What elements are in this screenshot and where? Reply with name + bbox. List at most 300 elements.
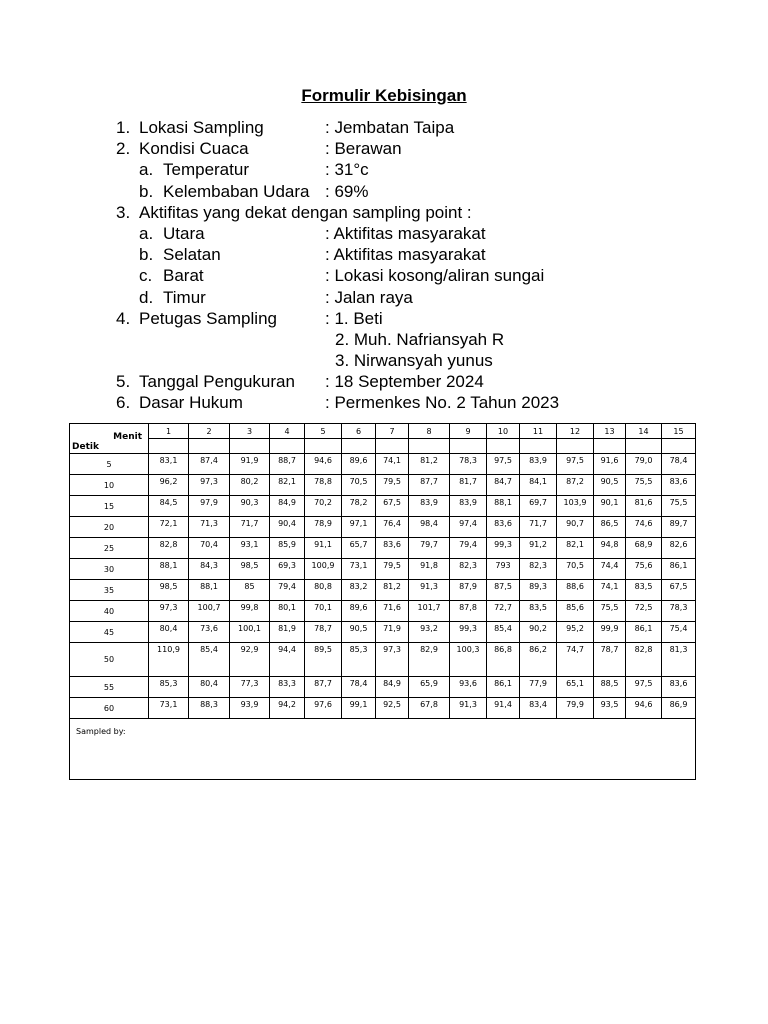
measurement-value: 82,8 xyxy=(159,540,178,549)
measurement-cell xyxy=(149,601,189,622)
measurement-cell xyxy=(342,622,376,643)
blank-header-cell xyxy=(189,439,230,454)
measurement-cell xyxy=(270,677,305,698)
blank-header-cell xyxy=(662,439,696,454)
measurement-value: 91,8 xyxy=(420,561,438,570)
info-item xyxy=(116,371,676,392)
table-row xyxy=(70,622,696,643)
measurement-cell xyxy=(409,517,450,538)
minute-header-cell: 10 xyxy=(487,424,520,439)
measurement-value: 89,7 xyxy=(669,519,688,528)
info-item-number: a. xyxy=(139,160,154,180)
measurement-cell xyxy=(149,475,189,496)
measurement-value: 92,5 xyxy=(383,700,401,709)
measurement-cell xyxy=(594,559,626,580)
measurement-value: 80,8 xyxy=(314,582,332,591)
measurement-value: 79,7 xyxy=(420,540,438,549)
measurement-value: 91,9 xyxy=(240,456,259,465)
measurement-value: 72,1 xyxy=(159,519,178,528)
info-item-number: c. xyxy=(139,266,153,286)
measurement-cell xyxy=(189,698,230,719)
measurement-cell xyxy=(376,538,409,559)
measurement-cell xyxy=(305,454,342,475)
measurement-value: 88,5 xyxy=(600,679,619,688)
measurement-cell xyxy=(270,559,305,580)
measurement-value: 89,3 xyxy=(529,582,547,591)
measurement-value: 80,4 xyxy=(200,679,218,688)
measurement-cell xyxy=(230,454,270,475)
measurement-value: 79,4 xyxy=(459,540,477,549)
measurement-value: 84,9 xyxy=(383,679,401,688)
measurement-value: 83,6 xyxy=(669,679,688,688)
measurement-cell xyxy=(487,601,520,622)
measurement-value: 86,5 xyxy=(600,519,619,528)
measurement-cell xyxy=(189,580,230,601)
measurement-cell xyxy=(594,698,626,719)
measurement-cell xyxy=(557,517,594,538)
measurement-cell xyxy=(520,538,557,559)
measurement-value: 83,9 xyxy=(529,456,547,465)
measurement-cell xyxy=(270,496,305,517)
measurement-value: 85,3 xyxy=(159,679,178,688)
measurement-value: 70,2 xyxy=(314,498,332,507)
measurement-value: 97,3 xyxy=(159,603,178,612)
measurement-value: 69,3 xyxy=(278,561,296,570)
measurement-cell xyxy=(230,677,270,698)
measurement-cell xyxy=(557,698,594,719)
measurement-value: 70,5 xyxy=(566,561,584,570)
measurement-cell xyxy=(487,454,520,475)
measurement-cell xyxy=(626,622,662,643)
measurement-cell xyxy=(342,559,376,580)
measurement-cell xyxy=(342,538,376,559)
info-item-value: : Jalan raya xyxy=(325,287,413,307)
measurement-cell xyxy=(662,454,696,475)
measurement-value: 79,5 xyxy=(383,561,401,570)
measurement-value: 83,5 xyxy=(529,603,547,612)
info-item-number: d. xyxy=(139,287,154,307)
detik-cell: 30 xyxy=(70,559,149,580)
measurement-cell xyxy=(626,559,662,580)
measurement-cell xyxy=(409,643,450,677)
info-item-value: : Berawan xyxy=(325,139,402,159)
info-item-value: 2. Muh. Nafriansyah R xyxy=(335,329,505,349)
measurement-value: 83,1 xyxy=(159,456,178,465)
measurement-cell xyxy=(520,580,557,601)
measurement-cell xyxy=(626,698,662,719)
measurement-value: 83,9 xyxy=(420,498,438,507)
blank-header-cell xyxy=(409,439,450,454)
measurement-cell xyxy=(342,677,376,698)
measurement-cell xyxy=(376,580,409,601)
blank-header-cell xyxy=(626,439,662,454)
measurement-value: 71,6 xyxy=(383,603,401,612)
measurement-value: 98,5 xyxy=(240,561,259,570)
measurement-cell xyxy=(305,496,342,517)
measurement-cell xyxy=(230,622,270,643)
measurement-value: 793 xyxy=(495,561,511,570)
measurement-cell xyxy=(487,698,520,719)
measurement-value: 88,1 xyxy=(494,498,512,507)
measurement-value: 87,8 xyxy=(459,603,477,612)
measurement-value: 84,1 xyxy=(529,477,547,486)
info-item xyxy=(116,308,676,329)
detik-cell: 45 xyxy=(70,622,149,643)
measurement-cell xyxy=(520,496,557,517)
minute-header-cell: 14 xyxy=(626,424,662,439)
measurement-cell xyxy=(662,643,696,677)
table-row xyxy=(70,677,696,698)
measurement-cell xyxy=(409,496,450,517)
measurement-cell xyxy=(189,475,230,496)
measurement-value: 85,6 xyxy=(566,603,584,612)
measurement-cell xyxy=(230,580,270,601)
measurement-value: 85,4 xyxy=(494,624,512,633)
measurement-value: 70,5 xyxy=(349,477,368,486)
measurement-cell xyxy=(270,517,305,538)
blank-header-cell xyxy=(376,439,409,454)
measurement-cell xyxy=(376,698,409,719)
measurement-value: 87,7 xyxy=(420,477,438,486)
measurement-value: 98,4 xyxy=(420,519,438,528)
measurement-cell xyxy=(189,622,230,643)
measurement-value: 86,1 xyxy=(494,679,512,688)
minute-header-cell: 5 xyxy=(305,424,342,439)
measurement-cell xyxy=(520,517,557,538)
measurement-value: 83,6 xyxy=(383,540,401,549)
measurement-cell xyxy=(149,580,189,601)
measurement-cell xyxy=(305,643,342,677)
table-row xyxy=(70,580,696,601)
measurement-value: 88,7 xyxy=(278,456,296,465)
measurement-cell xyxy=(376,643,409,677)
measurement-value: 98,5 xyxy=(159,582,178,591)
form-title: Formulir Kebisingan xyxy=(301,86,467,105)
measurement-value: 84,5 xyxy=(159,498,178,507)
info-item-label: Kelembaban Udara xyxy=(163,181,310,201)
measurement-cell xyxy=(450,454,487,475)
minute-header-cell: 8 xyxy=(409,424,450,439)
measurement-value: 83,2 xyxy=(349,582,368,591)
blank-header-cell xyxy=(450,439,487,454)
info-item xyxy=(116,392,676,413)
measurement-cell xyxy=(450,496,487,517)
measurement-cell xyxy=(662,677,696,698)
measurement-cell xyxy=(626,538,662,559)
measurement-cell xyxy=(594,496,626,517)
minute-header-cell: 4 xyxy=(270,424,305,439)
measurement-cell xyxy=(626,601,662,622)
measurement-cell xyxy=(626,677,662,698)
blank-header-cell xyxy=(594,439,626,454)
measurement-cell xyxy=(342,454,376,475)
measurement-value: 94,6 xyxy=(634,700,653,709)
info-item-label: Temperatur xyxy=(163,160,249,180)
measurement-value: 82,3 xyxy=(459,561,477,570)
measurement-value: 88,3 xyxy=(200,700,218,709)
table-row xyxy=(70,517,696,538)
measurement-cell xyxy=(450,622,487,643)
measurement-value: 83,9 xyxy=(459,498,477,507)
measurement-cell xyxy=(305,559,342,580)
measurement-cell xyxy=(305,538,342,559)
detik-cell: 35 xyxy=(70,580,149,601)
measurement-value: 86,8 xyxy=(494,645,512,654)
measurement-cell xyxy=(626,580,662,601)
info-item-value: : 18 September 2024 xyxy=(325,372,484,392)
detik-label: Detik xyxy=(72,442,99,452)
header-corner-cell xyxy=(70,424,149,454)
info-item xyxy=(116,117,676,138)
measurement-cell xyxy=(149,517,189,538)
measurement-value: 71,7 xyxy=(529,519,547,528)
measurement-value: 90,5 xyxy=(600,477,619,486)
measurement-value: 82,1 xyxy=(566,540,584,549)
measurement-value: 99,1 xyxy=(349,700,368,709)
measurement-cell xyxy=(557,454,594,475)
blank-header-cell xyxy=(149,439,189,454)
measurement-value: 89,6 xyxy=(349,456,368,465)
measurement-value: 97,6 xyxy=(314,700,332,709)
measurement-cell xyxy=(409,622,450,643)
measurement-value: 82,8 xyxy=(634,645,653,654)
minute-header-cell: 9 xyxy=(450,424,487,439)
measurement-cell xyxy=(230,698,270,719)
info-item-label: Kondisi Cuaca xyxy=(139,139,249,159)
measurement-cell xyxy=(594,601,626,622)
measurement-cell xyxy=(270,538,305,559)
detik-cell: 40 xyxy=(70,601,149,622)
measurement-value: 94,4 xyxy=(278,645,296,654)
measurement-value: 91,2 xyxy=(529,540,547,549)
detik-cell: 50 xyxy=(70,643,149,677)
info-item-label: Barat xyxy=(163,266,204,286)
measurement-value: 85,3 xyxy=(349,645,368,654)
measurement-cell xyxy=(520,677,557,698)
measurement-value: 93,6 xyxy=(459,679,477,688)
measurement-cell xyxy=(270,698,305,719)
measurement-cell xyxy=(409,538,450,559)
info-item-number: 1. xyxy=(116,118,131,137)
measurement-value: 99,3 xyxy=(459,624,477,633)
measurement-cell xyxy=(487,643,520,677)
measurement-value: 79,9 xyxy=(566,700,584,709)
measurement-value: 74,6 xyxy=(634,519,653,528)
table-row xyxy=(70,496,696,517)
measurement-cell xyxy=(230,475,270,496)
measurement-cell xyxy=(450,559,487,580)
measurement-value: 73,6 xyxy=(200,624,218,633)
measurement-value: 65,1 xyxy=(566,679,584,688)
measurement-value: 83,3 xyxy=(278,679,296,688)
info-item-label: Tanggal Pengukuran xyxy=(139,372,295,392)
measurement-cell xyxy=(487,517,520,538)
measurement-cell xyxy=(342,580,376,601)
measurement-cell xyxy=(149,496,189,517)
info-item-number: 5. xyxy=(116,372,131,392)
measurement-cell xyxy=(487,496,520,517)
blank-header-cell xyxy=(230,439,270,454)
measurement-cell xyxy=(189,643,230,677)
measurement-value: 80,2 xyxy=(240,477,259,486)
blank-header-cell xyxy=(487,439,520,454)
measurement-value: 78,3 xyxy=(669,603,688,612)
measurement-cell xyxy=(409,677,450,698)
measurement-value: 67,5 xyxy=(669,582,688,591)
measurement-value: 74,1 xyxy=(383,456,401,465)
measurement-cell xyxy=(557,496,594,517)
measurement-value: 89,6 xyxy=(349,603,368,612)
info-item-value: : Permenkes No. 2 Tahun 2023 xyxy=(325,393,560,413)
measurement-value: 97,9 xyxy=(200,498,218,507)
measurement-value: 91,1 xyxy=(314,540,332,549)
measurement-value: 93,1 xyxy=(240,540,259,549)
measurement-value: 78,7 xyxy=(314,624,332,633)
measurement-value: 97,5 xyxy=(634,679,653,688)
measurement-value: 90,5 xyxy=(349,624,368,633)
measurement-cell xyxy=(487,559,520,580)
measurement-cell xyxy=(662,698,696,719)
info-item xyxy=(116,202,676,223)
measurement-cell xyxy=(305,517,342,538)
measurement-value: 87,7 xyxy=(314,679,332,688)
measurement-value: 87,9 xyxy=(459,582,477,591)
measurement-value: 90,4 xyxy=(278,519,296,528)
info-item xyxy=(116,244,676,265)
measurement-cell xyxy=(270,622,305,643)
info-item-label: Petugas Sampling xyxy=(139,308,277,328)
measurement-cell xyxy=(376,622,409,643)
measurement-value: 81,9 xyxy=(278,624,296,633)
info-item xyxy=(116,329,676,350)
measurement-cell xyxy=(305,580,342,601)
measurement-value: 72,7 xyxy=(494,603,512,612)
measurement-value: 96,2 xyxy=(159,477,178,486)
measurement-cell xyxy=(594,677,626,698)
measurement-value: 94,2 xyxy=(278,700,296,709)
measurement-value: 99,3 xyxy=(494,540,512,549)
measurement-cell xyxy=(270,475,305,496)
measurement-cell xyxy=(409,580,450,601)
info-item-label: Utara xyxy=(163,223,205,243)
measurement-value: 93,9 xyxy=(240,700,259,709)
measurement-value: 85,9 xyxy=(278,540,296,549)
info-item-value: : Aktifitas masyarakat xyxy=(325,245,486,265)
measurement-value: 85 xyxy=(244,582,255,591)
minute-header-cell: 15 xyxy=(662,424,696,439)
measurement-value: 94,8 xyxy=(600,540,619,549)
measurement-cell xyxy=(450,698,487,719)
minute-header-cell: 7 xyxy=(376,424,409,439)
measurement-value: 79,5 xyxy=(383,477,401,486)
measurement-cell xyxy=(520,622,557,643)
measurement-cell xyxy=(487,580,520,601)
info-item-value: : Aktifitas masyarakat xyxy=(325,223,486,243)
measurement-value: 87,2 xyxy=(566,477,584,486)
measurement-value: 90,2 xyxy=(529,624,547,633)
info-item-value: : 1. Beti xyxy=(325,308,383,328)
measurement-cell xyxy=(189,677,230,698)
measurement-value: 69,7 xyxy=(529,498,547,507)
measurement-value: 90,3 xyxy=(240,498,259,507)
measurement-value: 67,5 xyxy=(383,498,401,507)
measurement-value: 86,2 xyxy=(529,645,547,654)
minute-header-cell: 3 xyxy=(230,424,270,439)
info-item-value: : Lokasi kosong/aliran sungai xyxy=(325,266,545,286)
measurement-cell xyxy=(520,559,557,580)
measurement-cell xyxy=(149,559,189,580)
minute-header-cell: 6 xyxy=(342,424,376,439)
measurement-cell xyxy=(662,622,696,643)
measurement-cell xyxy=(305,677,342,698)
measurement-value: 78,4 xyxy=(669,456,688,465)
measurement-value: 74,7 xyxy=(566,645,584,654)
info-item-label: Selatan xyxy=(163,245,221,265)
measurement-cell xyxy=(376,496,409,517)
measurement-value: 79,4 xyxy=(278,582,296,591)
measurement-value: 71,9 xyxy=(383,624,401,633)
measurement-value: 85,4 xyxy=(200,645,218,654)
measurement-value: 65,7 xyxy=(349,540,368,549)
minute-header-cell: 11 xyxy=(520,424,557,439)
measurement-cell xyxy=(450,580,487,601)
measurement-cell xyxy=(409,559,450,580)
measurement-cell xyxy=(662,496,696,517)
measurement-value: 81,6 xyxy=(634,498,653,507)
measurement-value: 72,5 xyxy=(634,603,653,612)
measurement-value: 67,8 xyxy=(420,700,438,709)
measurement-cell xyxy=(189,559,230,580)
measurement-value: 68,9 xyxy=(634,540,653,549)
measurement-value: 90,7 xyxy=(566,519,584,528)
sampled-by-label: Sampled by: xyxy=(76,727,126,736)
measurement-cell xyxy=(189,538,230,559)
measurement-cell xyxy=(189,517,230,538)
measurement-value: 103,9 xyxy=(563,498,587,507)
measurement-cell xyxy=(270,580,305,601)
info-item-number: a. xyxy=(139,223,154,243)
measurement-value: 74,4 xyxy=(600,561,619,570)
measurement-cell xyxy=(376,601,409,622)
measurement-cell xyxy=(520,454,557,475)
blank-header-cell xyxy=(557,439,594,454)
measurement-value: 88,1 xyxy=(200,582,218,591)
info-item-number: 4. xyxy=(116,308,131,328)
measurement-cell xyxy=(487,677,520,698)
measurement-value: 89,5 xyxy=(314,645,332,654)
measurement-cell xyxy=(520,475,557,496)
measurement-value: 70,1 xyxy=(314,603,332,612)
detik-cell: 55 xyxy=(70,677,149,698)
measurement-value: 94,6 xyxy=(314,456,332,465)
measurement-value: 80,4 xyxy=(159,624,178,633)
info-item xyxy=(116,223,676,244)
table-row xyxy=(70,559,696,580)
measurement-value: 81,2 xyxy=(383,582,401,591)
measurement-value: 82,6 xyxy=(669,540,688,549)
detik-cell: 60 xyxy=(70,698,149,719)
measurement-cell xyxy=(342,698,376,719)
measurement-cell xyxy=(626,454,662,475)
measurement-value: 97,5 xyxy=(494,456,512,465)
measurement-value: 70,4 xyxy=(200,540,218,549)
measurement-value: 84,7 xyxy=(494,477,512,486)
measurement-cell xyxy=(342,643,376,677)
measurement-value: 100,7 xyxy=(197,603,221,612)
info-item-number: b. xyxy=(139,245,154,265)
measurement-cell xyxy=(376,559,409,580)
measurement-value: 78,7 xyxy=(600,645,619,654)
